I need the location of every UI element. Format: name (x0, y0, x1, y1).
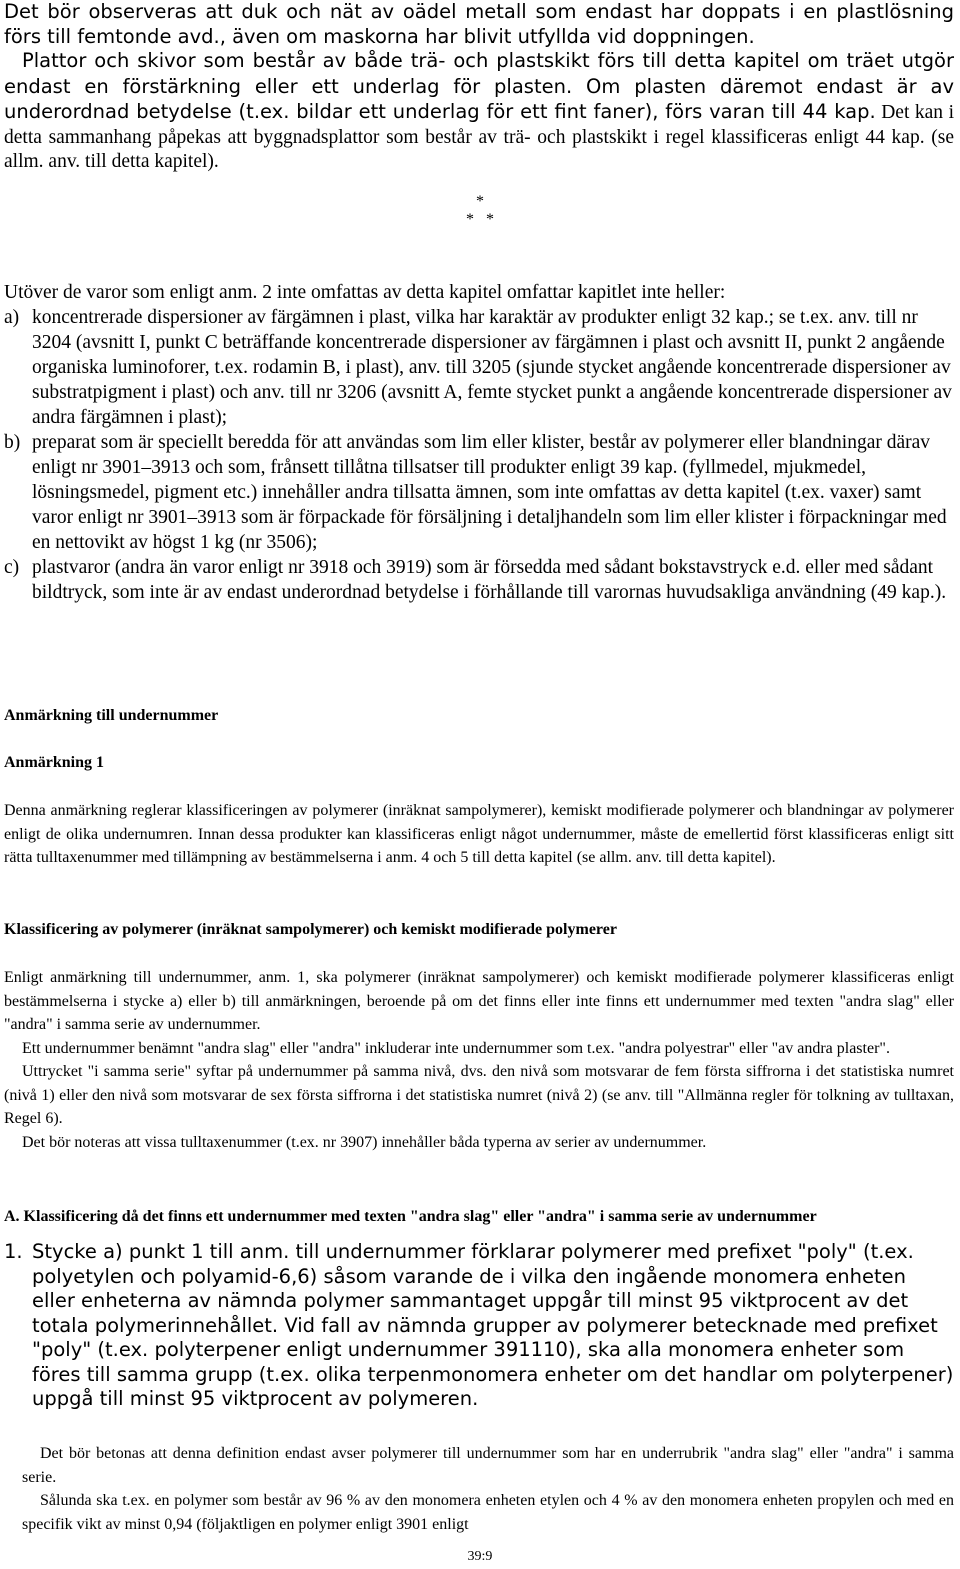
section-a-item-1 (4, 1240, 954, 1412)
exclusion-text-b: preparat som är speciellt beredda för att användas som lim eller klister, består av polymerer eller blandningar därav enligt nr 3901–3913 och som, frånsett tillåtna tillsatser till produkter enligt 39 kap. (fyllmedel, mjukmedel, lösningsmedel, pigment etc.) innehåller andra tillsatta ämnen, som inte omfattas av detta kapitel (t.ex. vaxer) samt varor enligt nr 3901–3913 som är förpackade för försäljning i detaljhandeln som lim eller klister i förpackningar med en nettovikt av högst 1 kg (nr 3506); (32, 432, 947, 553)
heading-anmarkning-undernummer: Anmärkning till undernummer (4, 707, 219, 724)
paragraph-klass-1: Enligt anmärkning till undernummer, anm. 1, ska polymerer (inräknat sampolymerer) och kemiskt modifierade polymerer klassificeras enligt bestämmelserna i stycke a) eller b) till anmärkningen, beroende på om det finns eller inte finns ett undernummer med texten "andra slag" eller "andra" i samma serie av undernummer. (4, 969, 954, 1033)
separator-star-top: * (476, 193, 484, 210)
numbered-text-1: Stycke a) punkt 1 till anm. till undernummer förklarar polymerer med prefixet "poly" (t.ex. polyetylen och polyamid-6,6) såsom varande de i vilka den ingående monomera enheten eller enheterna av nämnda polymer sammantaget uppgår till minst 95 viktprocent av det totala polymerinnehållet. Vid fall av nämnda grupper av polymerer betecknade med prefixet "poly" (t.ex. polyterpener enligt undernummer 391110), ska alla monomera enheter som föres till samma grupp (t.ex. olika terpenmonomera enheter om det handlar om polyterpener) uppgå till minst 95 viktprocent av polymeren. (32, 1240, 954, 1410)
exclusion-text-a: koncentrerade dispersioner av färgämnen i plast, vilka har karaktär av produkter enligt 32 kap.; se t.ex. anv. till nr 3204 (avsnitt I, punkt C beträffande koncentrerade dispersioner av färgämnen i plast och avsnitt II, punkt 2 angående organiska luminoforer, t.ex. rodamin B, i plast), anv. till 3205 (sjunde stycket angående koncentrerade dispersioner av substratpigment i plast) och anv. till nr 3206 (avsnitt A, femte stycket punkt a angående koncentrerade dispersioner av andra färgämnen i plast); (32, 307, 952, 428)
exclusions-section (4, 280, 954, 605)
section-separator-stars (0, 192, 960, 228)
heading-section-a: A. Klassificering då det finns ett undernummer med texten "andra slag" eller "andra" i samma serie av undernummer (4, 1208, 817, 1225)
exclusion-text-c: plastvaror (andra än varor enligt nr 3918 och 3919) som är försedda med sådant bokstavstryck e.d. eller med sådant bildtryck, som inte är av endast underordnad betydelse i förhållande till varornas huvudsakliga användning (49 kap.). (32, 557, 947, 603)
exclusion-item-a (4, 305, 954, 430)
section-a-tail (22, 1442, 954, 1536)
numbered-item-1 (4, 1240, 954, 1412)
numbered-marker-1: 1. (4, 1240, 23, 1263)
page-number: 39:9 (467, 1549, 493, 1564)
paragraph-klass-4: Det bör noteras att vissa tulltaxenummer (t.ex. nr 3907) innehåller båda typerna av serier av undernummer. (22, 1133, 707, 1151)
exclusion-item-c (4, 555, 954, 605)
exclusion-marker-a: a) (4, 307, 20, 328)
intro-paragraph-plattor (4, 49, 954, 175)
exclusion-item-b (4, 430, 954, 555)
paragraph-salunda: Sålunda ska t.ex. en polymer som består av 96 % av den monomera enheten etylen och 4 % av den monomera enheten propylen och med en specifik vikt av minst 0,94 (följaktligen en polymer enligt 3901 enligt (22, 1492, 954, 1533)
intro-line-doppning: Det bör observeras att duk och nät av oädel metall som endast har doppats i en plastlösning förs till femtonde avd., även om maskorna har blivit utfyllda vid doppningen. (4, 0, 954, 48)
intro-section (4, 0, 954, 175)
paragraph-klass-3: Uttrycket "i samma serie" syftar på undernummer på samma nivå, dvs. den nivå som motsvarar de fem första siffrorna i det statistiska numret (nivå 1) eller den nivå som motsvarar de sex första siffrorna i det statistiska numret (nivå 2) (se anv. till "Allmänna regler för tolkning av tulltaxan, Regel 6). (4, 1063, 954, 1127)
exclusion-marker-c: c) (4, 557, 20, 578)
separator-star-bottom: * * (466, 211, 494, 228)
exclusions-intro: Utöver de varor som enligt anm. 2 inte omfattas av detta kapitel omfattar kapitlet inte heller: (4, 282, 726, 303)
intro-paragraph-serif-part: Det kan i detta sammanhang påpekas att byggnadsplattor som består av trä- och plastskikt i regel klassificeras enligt 44 kap. (se allm. anv. till detta kapitel). (4, 102, 954, 172)
paragraph-definition-note: Det bör betonas att denna definition endast avser polymerer till undernummer som har en underrubrik "andra slag" eller "andra" i samma serie. (22, 1445, 954, 1486)
paragraph-anmarkning-1: Denna anmärkning reglerar klassificeringen av polymerer (inräknat sampolymerer), kemiskt modifierade polymerer och blandningar av polymerer enligt de olika undernumren. Innan dessa produkter kan klassificeras enligt något undernummer, måste de emellertid först klassificeras enligt sitt rätta tulltaxenummer med tillämpning av bestämmelserna i anm. 4 och 5 till detta kapitel (se allm. anv. till detta kapitel). (4, 802, 954, 866)
heading-klassificering-polymerer: Klassificering av polymerer (inräknat sampolymerer) och kemiskt modifierade polymerer (4, 921, 617, 938)
exclusion-marker-b: b) (4, 432, 21, 453)
intro-paragraph-sans-part: Plattor och skivor som består av både trä- och plastskikt förs till detta kapitel om träet utgör endast en förstärkning eller ett underlag för plasten. Om plasten däremot endast är av underordnad betydelse (t.ex. bildar ett underlag för ett fint faner), förs varan till 44 kap. (4, 49, 954, 123)
klassificering-section (4, 966, 954, 1154)
heading-anmarkning-1: Anmärkning 1 (4, 754, 105, 771)
paragraph-klass-2: Ett undernummer benämnt "andra slag" eller "andra" inkluderar inte undernummer som t.ex. "andra polyestrar" eller "av andra plaster". (22, 1039, 890, 1057)
